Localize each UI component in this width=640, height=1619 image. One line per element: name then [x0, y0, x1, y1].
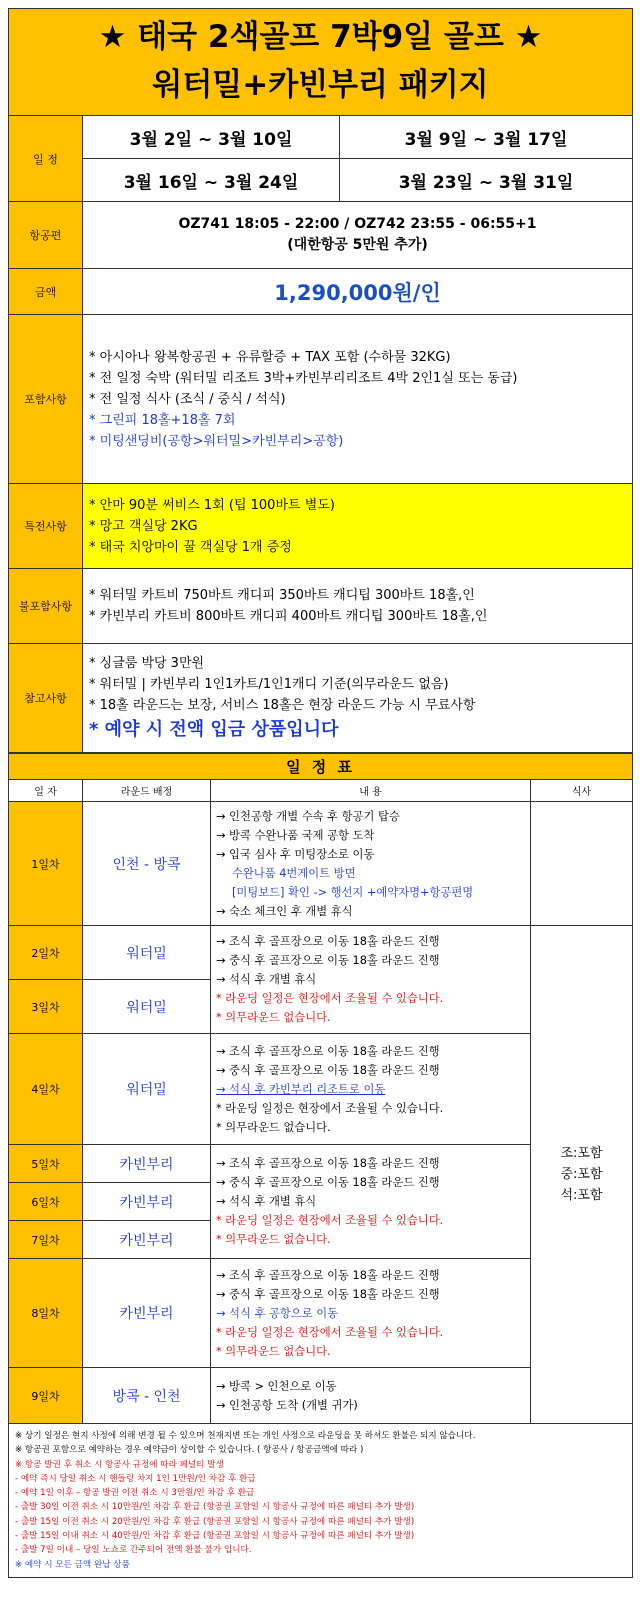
- day-8-content: [211, 1259, 531, 1368]
- package-sheet: [8, 8, 632, 1578]
- content-line: → 입국 심사 후 미팅장소로 이동: [216, 847, 375, 861]
- day-1-meal: [531, 802, 633, 926]
- day-8-route: 카빈부리: [83, 1259, 211, 1368]
- itinerary-title: 일 정 표: [9, 754, 633, 780]
- day-9-route: 방콕 - 인천: [83, 1368, 211, 1424]
- included-list: [83, 315, 633, 484]
- content-line: → 중식 후 골프장으로 이동 18홀 라운드 진행: [216, 1287, 440, 1301]
- content-line: * 의무라운드 없습니다.: [216, 1344, 331, 1358]
- day-1-route: 인천 - 방콕: [83, 802, 211, 926]
- day-4-route: 워터밀: [83, 1034, 211, 1145]
- included-item: * 전 일정 식사 (조식 / 중식 / 석식): [89, 391, 286, 407]
- itinerary-table: [8, 753, 633, 1578]
- content-line: → 석식 후 공항으로 이동: [216, 1306, 339, 1320]
- content-line: → 조식 후 골프장으로 이동 18홀 라운드 진행: [216, 1044, 440, 1058]
- content-line: * 의무라운드 없습니다.: [216, 1120, 331, 1134]
- meal-dinner: 석:포함: [560, 1188, 603, 1203]
- content-line: * 라운딩 일정은 현장에서 조율될 수 있습니다.: [216, 992, 444, 1005]
- day-2-label: 2일차: [9, 926, 83, 980]
- note-line: ※ 상기 일정은 현지 사정에 의해 변경 될 수 있으며 천재지변 또는 개인 사정으로 라운딩을 못 하셔도 환불은 되지 않습니다.: [15, 1431, 476, 1441]
- day-8-label: 8일차: [9, 1259, 83, 1368]
- reference-label: 참고사항: [9, 644, 83, 753]
- excluded-item: * 워터밀 카트비 750바트 캐디피 350바트 캐디팁 300바트 18홀,인: [89, 588, 475, 603]
- day-1-label: 1일차: [9, 802, 83, 926]
- excluded-label: 불포함사항: [9, 569, 83, 644]
- col-header-content: 내 용: [211, 780, 531, 802]
- content-line: * 라운딩 일정은 현장에서 조율될 수 있습니다.: [216, 1101, 444, 1115]
- flight-label: 항공편: [9, 202, 83, 269]
- day-2-route: 워터밀: [83, 926, 211, 980]
- col-header-day: 일 자: [9, 780, 83, 802]
- col-header-round: 라운드 배정: [83, 780, 211, 802]
- price-label: 금액: [9, 269, 83, 315]
- content-line: → 석식 후 개별 휴식: [216, 973, 317, 986]
- content-line: → 인천공항 도착 (개별 귀가): [216, 1398, 358, 1412]
- reference-list: [83, 644, 633, 753]
- day-4-label: 4일차: [9, 1034, 83, 1145]
- content-line: → 중식 후 골프장으로 이동 18홀 라운드 진행: [216, 1063, 440, 1077]
- day-5-route: 카빈부리: [83, 1145, 211, 1183]
- flight-line-1: OZ741 18:05 - 22:00 / OZ742 23:55 - 06:55+1: [178, 216, 537, 232]
- note-line: ※ 항공권 포함으로 예약하는 경우 예약금이 상이할 수 있습니다. ( 항공사 / 항공금액에 따라 ): [15, 1445, 364, 1456]
- content-line: → 중식 후 골프장으로 이동 18홀 라운드 진행: [216, 954, 440, 967]
- day-2-3-content: [211, 926, 531, 1034]
- day-7-label: 7일차: [9, 1221, 83, 1259]
- special-item: * 태국 치앙마이 꿀 객실당 1개 증정: [89, 539, 292, 555]
- schedule-date-2: 3월 9일 ~ 3월 17일: [340, 116, 633, 159]
- special-label: 특전사항: [9, 484, 83, 569]
- content-line: → 조식 후 골프장으로 이동 18홀 라운드 진행: [216, 1268, 440, 1282]
- content-line: * 의무라운드 없습니다.: [216, 1011, 331, 1024]
- special-list: [83, 484, 633, 569]
- schedule-date-3: 3월 16일 ~ 3월 24일: [83, 159, 340, 202]
- day-5-7-content: [211, 1145, 531, 1259]
- note-line: - 출발 7일 이내 – 당일 노쇼로 간주되어 전액 환불 불가 입니다.: [15, 1545, 252, 1556]
- day-9-content: [211, 1368, 531, 1424]
- content-line: 수완나품 4번게이트 방면: [232, 866, 356, 880]
- included-item: * 아시아나 왕복항공권 + 유류할증 + TAX 포함 (수하물 32KG): [89, 349, 451, 365]
- meal-lunch: 중:포함: [560, 1167, 603, 1182]
- note-line: - 출발 15일 이전 취소 시 20만원/인 차감 후 환급 (항공권 포함일 시 항공사 규정에 따른 패널티 추가 발생): [15, 1516, 415, 1527]
- content-line: * 의무라운드 없습니다.: [216, 1233, 331, 1246]
- special-item: * 망고 객실당 2KG: [89, 518, 198, 534]
- day-1-content: [211, 802, 531, 926]
- day-3-route: 워터밀: [83, 980, 211, 1034]
- day-7-route: 카빈부리: [83, 1221, 211, 1259]
- included-label: 포함사항: [9, 315, 83, 484]
- content-line: * 라운딩 일정은 현장에서 조율될 수 있습니다.: [216, 1214, 444, 1227]
- content-line: [미팅보드] 확인 -> 행선지 +예약자명+항공편명: [232, 885, 474, 899]
- content-line: → 중식 후 골프장으로 이동 18홀 라운드 진행: [216, 1176, 440, 1189]
- reference-item: * 워터밀 | 카빈부리 1인1카트/1인1캐디 기준(의무라운드 없음): [89, 676, 449, 692]
- day-6-route: 카빈부리: [83, 1183, 211, 1221]
- price-value: 1,290,000원/인: [83, 269, 633, 315]
- meal-info: [531, 926, 633, 1424]
- content-line: → 조식 후 골프장으로 이동 18홀 라운드 진행: [216, 1157, 440, 1170]
- note-line: - 예약 즉시 당일 취소 시 핸들링 차지 1인 1만원/인 차감 후 환급: [15, 1473, 256, 1484]
- included-item: * 전 일정 숙박 (워터밀 리조트 3박+카빈부리리조트 4박 2인1실 또는 동급): [89, 370, 518, 386]
- schedule-label: 일 정: [9, 116, 83, 202]
- content-line: → 석식 후 개별 휴식: [216, 1195, 317, 1208]
- col-header-meal: 식사: [531, 780, 633, 802]
- note-line: ※ 항공 발권 후 취소 시 항공사 규정에 따라 페널티 발생: [15, 1459, 224, 1470]
- package-info-table: [8, 8, 633, 753]
- schedule-date-4: 3월 23일 ~ 3월 31일: [340, 159, 633, 202]
- reference-highlight: * 예약 시 전액 입금 상품입니다: [89, 718, 339, 740]
- title-line-1: ★ 태국 2색골프 7박9일 골프 ★: [98, 19, 543, 55]
- day-9-label: 9일차: [9, 1368, 83, 1424]
- flight-info: [83, 202, 633, 269]
- page-title: [9, 9, 633, 116]
- included-item-highlight: * 그린피 18홀+18홀 7회: [89, 412, 236, 428]
- special-item: * 안마 90분 써비스 1회 (팁 100바트 별도): [89, 497, 335, 513]
- excluded-list: [83, 569, 633, 644]
- reference-item: * 18홀 라운드는 보장, 서비스 18홀은 현장 라운드 가능 시 무료사항: [89, 697, 476, 713]
- title-line-2: 워터밀+카빈부리 패키지: [152, 67, 489, 103]
- note-line: - 예약 1일 이후 – 항공 발권 이전 취소 시 3만원/인 차감 후 환급: [15, 1488, 255, 1499]
- reference-item: * 싱글룸 박당 3만원: [89, 655, 205, 671]
- day-4-content: [211, 1034, 531, 1145]
- included-item-highlight: * 미팅샌딩비(공항>워터밀>카빈부리>공항): [89, 433, 344, 449]
- schedule-date-1: 3월 2일 ~ 3월 10일: [83, 116, 340, 159]
- content-line: → 방콕 > 인천으로 이동: [216, 1379, 337, 1393]
- day-6-label: 6일차: [9, 1183, 83, 1221]
- note-line: - 출발 30일 이전 취소 시 10만원/인 차감 후 환급 (항공권 포함일 시 항공사 규정에 따른 패널티 추가 발생): [15, 1502, 415, 1513]
- day-3-label: 3일차: [9, 980, 83, 1034]
- content-line: → 인천공항 개별 수속 후 항공기 탑승: [216, 809, 400, 823]
- note-line: ※ 예약 시 모든 금액 완납 상품: [15, 1559, 130, 1570]
- content-line: → 석식 후 카빈부리 리조트로 이동: [216, 1082, 386, 1096]
- flight-line-2: (대한항공 5만원 추가): [287, 237, 428, 253]
- note-line: - 출발 15일 이내 취소 시 40만원/인 차감 후 환급 (항공권 포함일 시 항공사 규정에 따른 패널티 추가 발생): [15, 1531, 415, 1542]
- excluded-item: * 카빈부리 카트비 800바트 캐디피 400바트 캐디팁 300바트 18홀,인: [89, 609, 488, 624]
- content-line: * 라운딩 일정은 현장에서 조율될 수 있습니다.: [216, 1325, 444, 1339]
- content-line: → 방콕 수완나품 국제 공항 도착: [216, 828, 375, 842]
- day-5-label: 5일차: [9, 1145, 83, 1183]
- notes-section: [9, 1424, 633, 1578]
- meal-breakfast: 조:포함: [560, 1146, 603, 1161]
- content-line: → 조식 후 골프장으로 이동 18홀 라운드 진행: [216, 935, 440, 948]
- content-line: → 숙소 체크인 후 개별 휴식: [216, 904, 353, 918]
